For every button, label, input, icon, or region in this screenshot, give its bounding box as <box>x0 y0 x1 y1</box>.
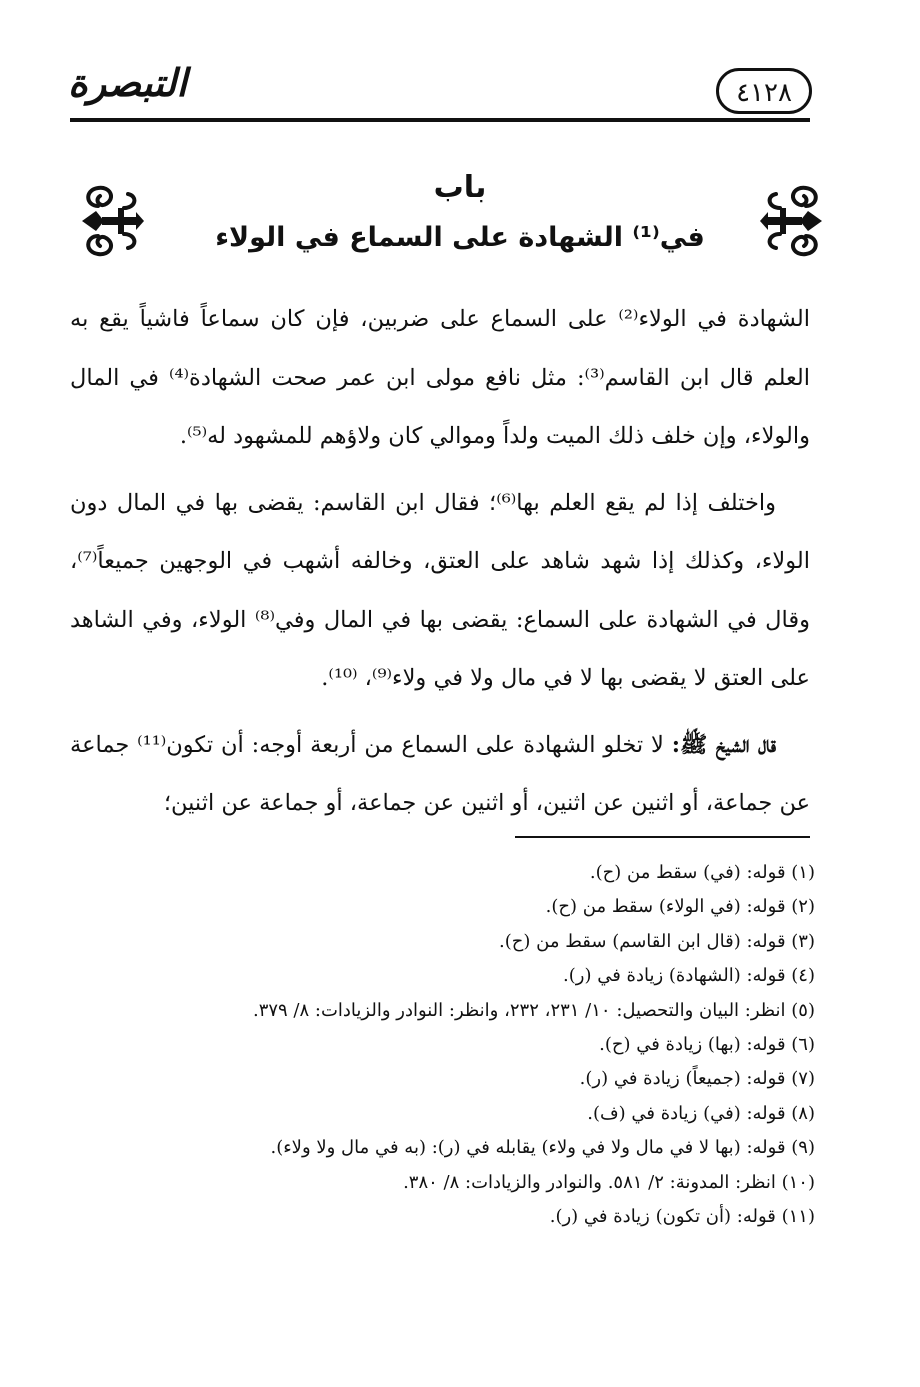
paragraph-1: الشهادة في الولاء⁽²⁾ على السماع على ضربين، فإن كان سماعاً فاشياً يقع به العلم قال ابن القاسم⁽³⁾: مثل نافع مولى ابن عمر صحت الشهادة⁽⁴⁾ في المال والولاء، وإن خلف ذلك الميت ولداً وموالي كان ولاؤهم للمشهود له⁽⁵⁾. <box>70 306 810 449</box>
chapter-heading: باب <box>433 170 487 205</box>
paragraph-3-text: لا تخلو الشهادة على السماع من أربعة أوجه: أن تكون⁽¹¹⁾ جماعة عن جماعة، أو اثنين عن اثنين، أو اثنين عن جماعة، أو جماعة عن اثنين؛ <box>70 731 810 816</box>
footnote: (٥) انظر: البيان والتحصيل: ١٠/ ٢٣١، ٢٣٢، وانظر: النوادر والزيادات: ٨/ ٣٧٩. <box>252 999 815 1021</box>
book-title: التبصرة <box>68 60 187 105</box>
footnote: (١) قوله: (في) سقط من (ح). <box>589 862 815 883</box>
floral-ornament-icon <box>76 178 146 264</box>
footnote: (٢) قوله: (في الولاء) سقط من (ح). <box>545 896 815 918</box>
footnote: (٤) قوله: (الشهادة) زيادة في (ر). <box>563 965 815 987</box>
footnote: (١١) قوله: (أن تكون) زيادة في (ر). <box>549 1206 815 1228</box>
paragraph-3-lead: قال الشيخ ﷺ: <box>671 731 776 758</box>
paragraph-2: واختلف إذا لم يقع العلم بها⁽⁶⁾؛ فقال ابن القاسم: يقضى بها في المال دون الولاء، وكذلك إذا شهد شاهد على العتق، وخالفه أشهب في الوجهين جميعاً⁽⁷⁾، وقال في الشهادة على السماع: يقضى بها في المال وفي⁽⁸⁾ الولاء، وفي الشاهد على العتق لا يقضى بها لا في مال ولا في ولاء⁽⁹⁾، ⁽¹⁰⁾. <box>70 489 810 691</box>
footnote: (٨) قوله: (في) زيادة في (ف). <box>587 1102 815 1124</box>
body-text <box>70 290 810 841</box>
footnote: (٣) قوله: (قال ابن القاسم) سقط من (ح). <box>499 930 815 952</box>
footnote: (٩) قوله: (بها لا في مال ولا في ولاء) يقابله في (ر): (به في مال ولا ولاء). <box>270 1137 815 1159</box>
footnotes-list <box>70 856 815 1234</box>
header-rule <box>70 118 810 122</box>
chapter-subheading: في⁽¹⁾ الشهادة على السماع في الولاء <box>215 222 705 253</box>
footnote-separator <box>515 836 810 838</box>
footnote: (٦) قوله: (بها) زيادة في (ح). <box>599 1034 815 1056</box>
paragraph-3 <box>70 716 810 833</box>
footnote: (٧) قوله: (جميعاً) زيادة في (ر). <box>579 1068 815 1090</box>
footnote: (١٠) انظر: المدونة: ٢/ ٥٨١. والنوادر والزيادات: ٨/ ٣٨٠. <box>403 1171 815 1193</box>
page-number: ٤١٢٨ <box>716 68 812 114</box>
